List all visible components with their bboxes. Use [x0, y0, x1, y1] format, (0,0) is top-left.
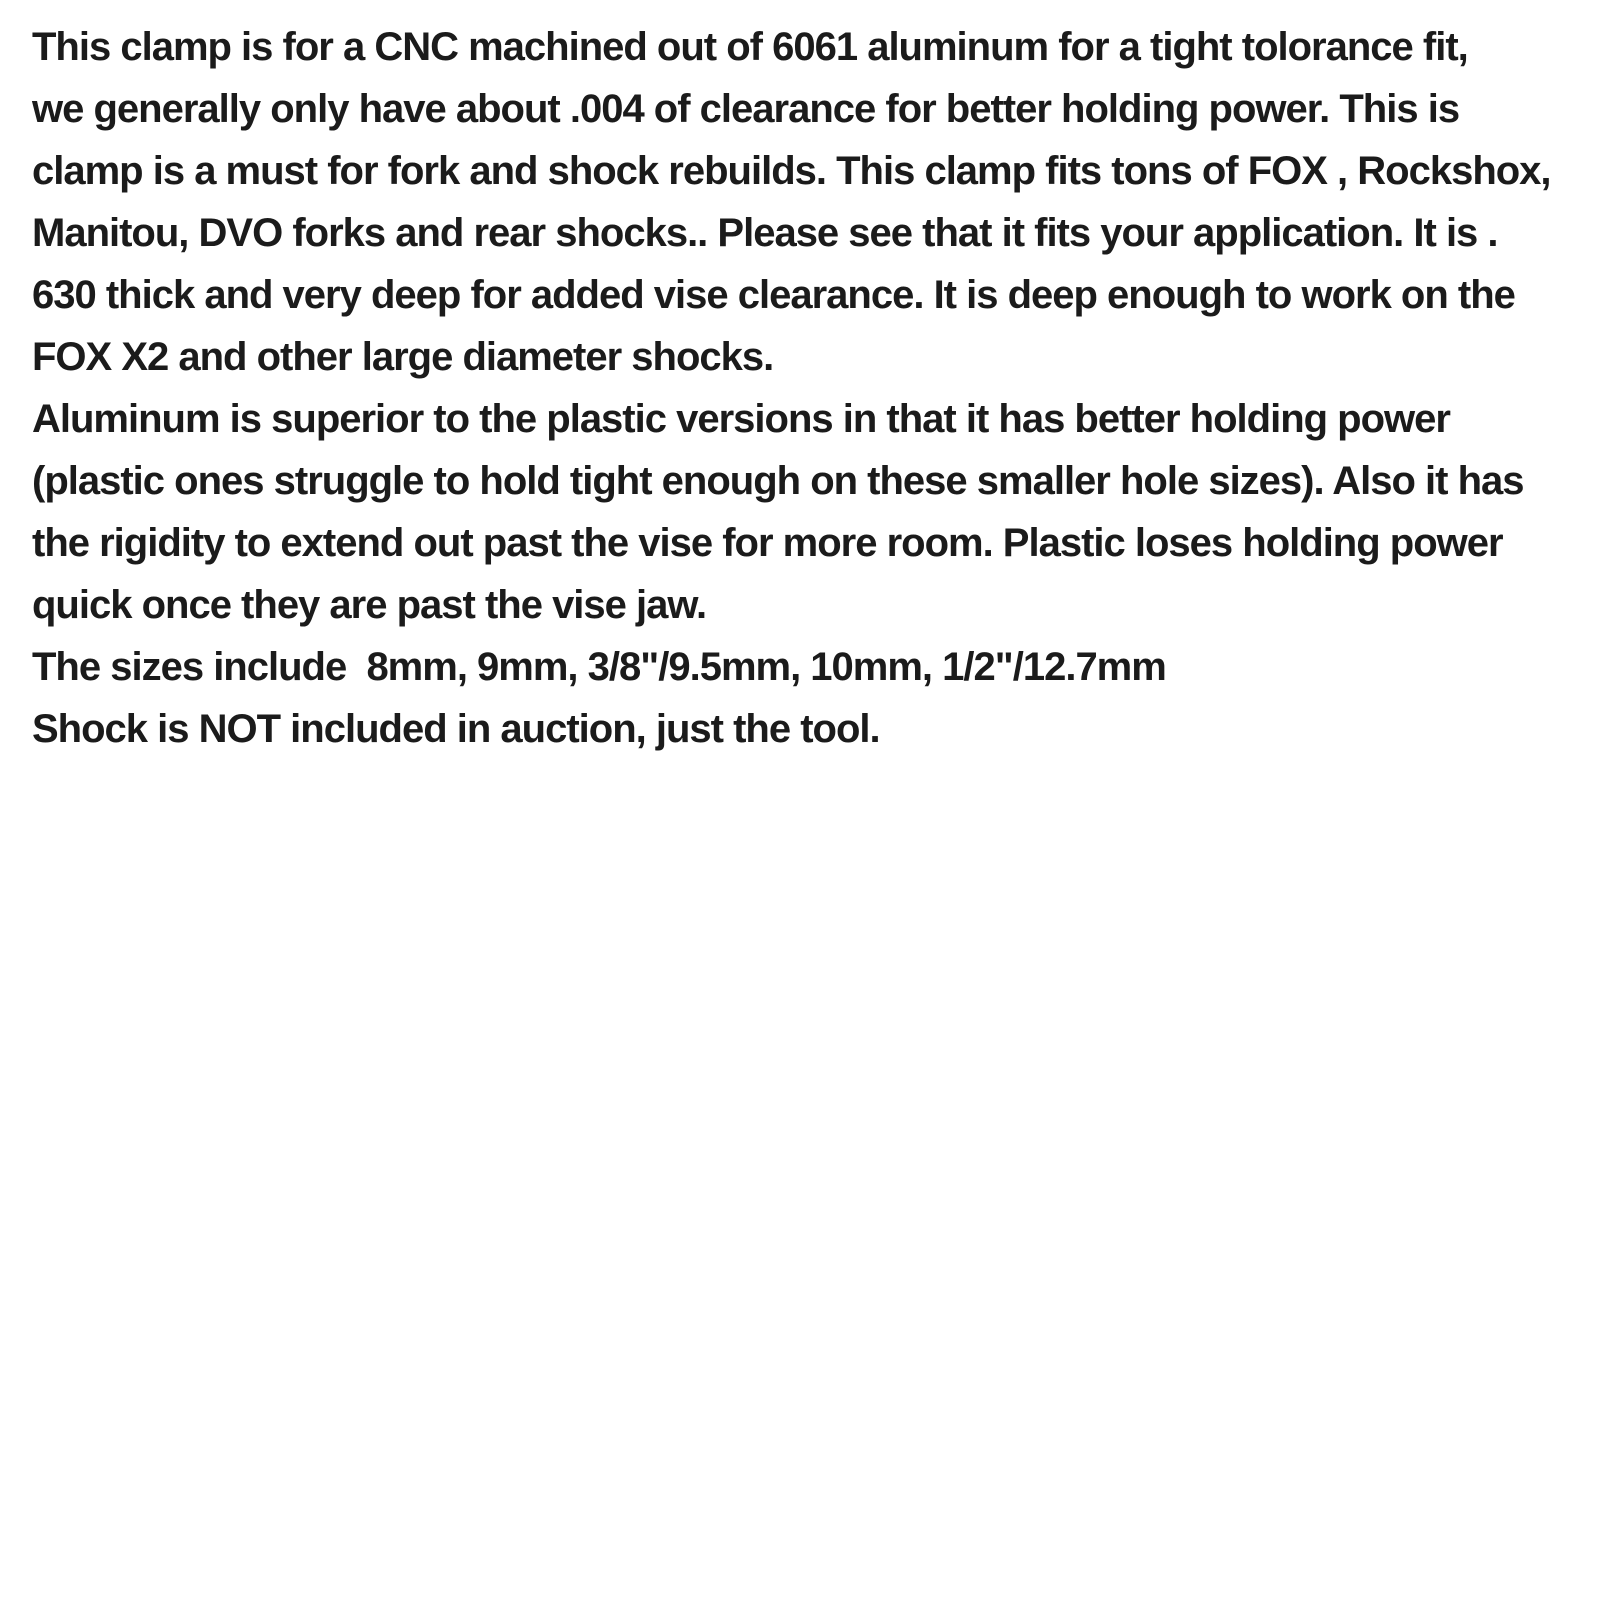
text-line: the rigidity to extend out past the vise for more room. Plastic loses holding power: [32, 521, 1503, 565]
text-line: FOX X2 and other large diameter shocks.: [32, 335, 774, 379]
paragraph-sizes: [32, 636, 1560, 698]
text-line: (plastic ones struggle to hold tight enough on these smaller hole sizes). Also it has: [32, 459, 1524, 503]
text-line: Aluminum is superior to the plastic versions in that it has better holding power: [32, 397, 1450, 441]
paragraph-aluminum-vs-plastic: [32, 388, 1560, 636]
text-line: quick once they are past the vise jaw.: [32, 583, 707, 627]
text-line: Shock is NOT included in auction, just the tool.: [32, 707, 880, 751]
paragraph-shock-note: [32, 698, 1560, 760]
text-line: clamp is a must for fork and shock rebuilds. This clamp fits tons of FOX , Rockshox,: [32, 149, 1551, 193]
text-line: This clamp is for a CNC machined out of 6061 aluminum for a tight tolorance fit,: [32, 25, 1468, 69]
text-line: we generally only have about .004 of clearance for better holding power. This is: [32, 87, 1460, 131]
text-line: 630 thick and very deep for added vise clearance. It is deep enough to work on the: [32, 273, 1515, 317]
text-line: The sizes include 8mm, 9mm, 3/8"/9.5mm, 10mm, 1/2"/12.7mm: [32, 645, 1166, 689]
paragraph-product-description: [32, 16, 1560, 388]
text-line: Manitou, DVO forks and rear shocks.. Please see that it fits your application. It is .: [32, 211, 1498, 255]
